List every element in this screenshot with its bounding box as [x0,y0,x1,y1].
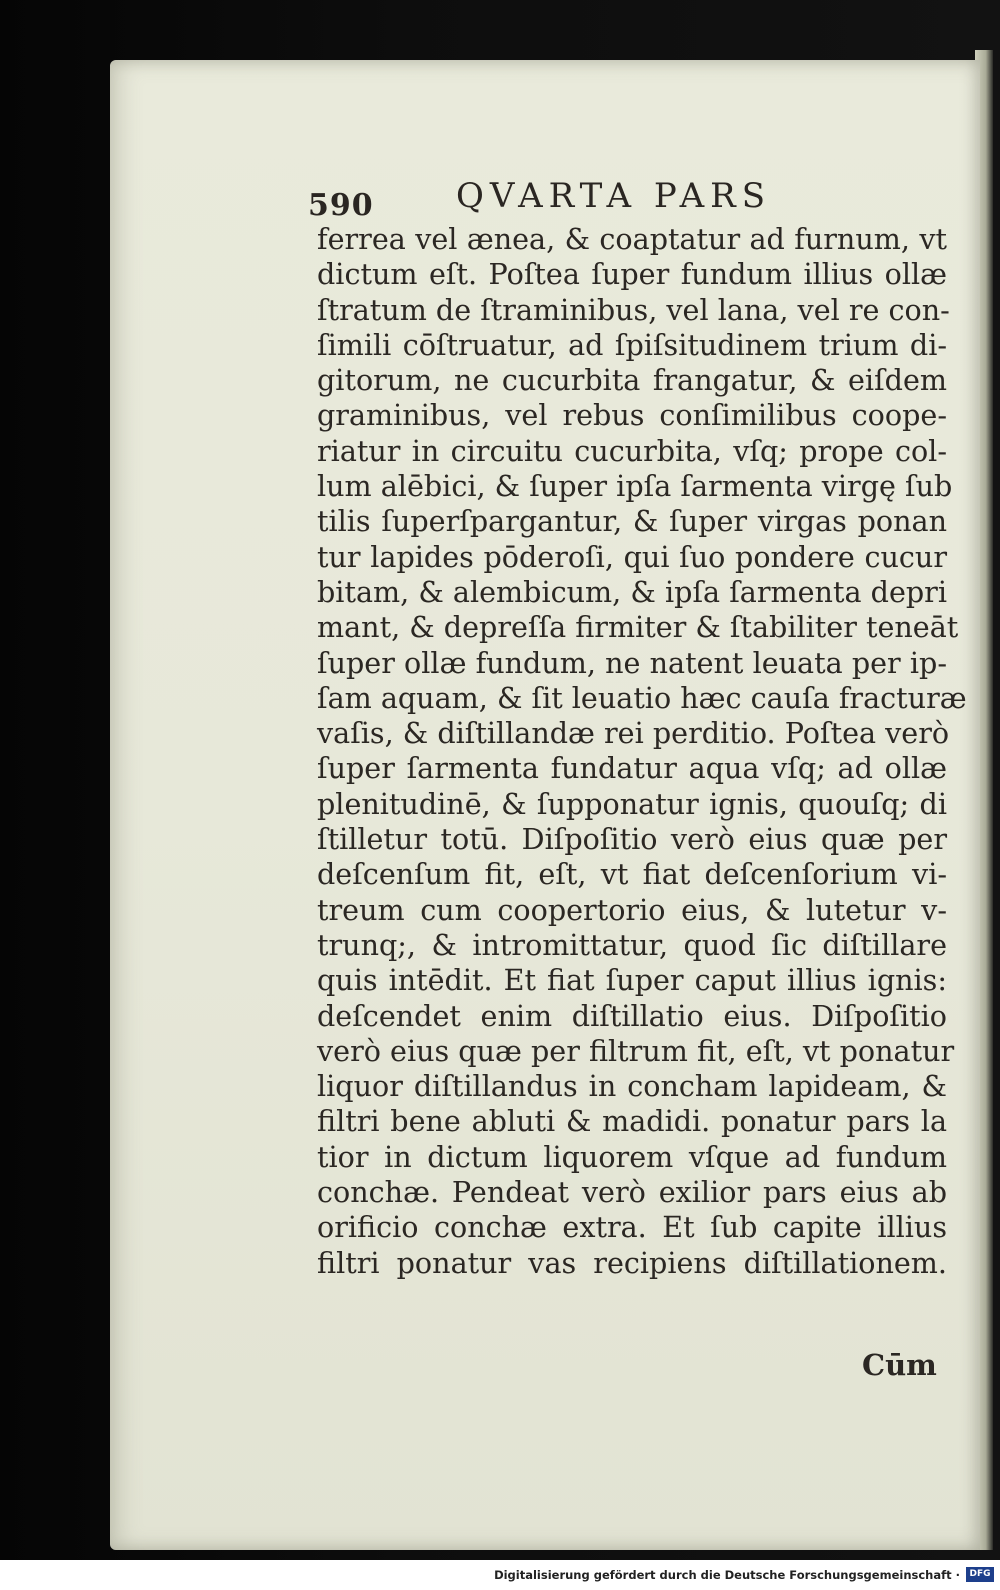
page-header [308,176,948,226]
text-line: plenitudinē, & ſupponatur ignis, quouſq; di [317,786,947,821]
running-head: QVARTA PARS [456,176,772,216]
text-line: ſtilletur totū. Diſpoſitio verò eius quæ per [317,822,947,857]
text-line: filtri ponatur vas recipiens diſtillationem. [317,1245,947,1280]
text-line: bitam, & alembicum, & ipſa ſarmenta depri [317,574,947,609]
text-line: ſtratum de ſtraminibus, vel lana, vel re con- [317,292,950,327]
text-line: mant, & depreſſa firmiter & ſtabiliter teneāt [317,610,959,645]
text-line: liquor diſtillandus in concham lapideam, & [317,1069,947,1104]
text-line: dictum eſt. Poſtea ſuper fundum illius ollæ [317,257,947,292]
text-line: graminibus, vel rebus conſimilibus coope- [317,398,947,433]
text-line: conchæ. Pendeat verò exilior pars eius ab [317,1175,947,1210]
text-line: gitorum, ne cucurbita frangatur, & eiſdem [317,363,947,398]
text-line: ſuper ſarmenta fundatur aqua vſq; ad ollæ [317,751,947,786]
footer-bar [0,1560,1000,1590]
text-line: lum alēbici, & ſuper ipſa ſarmenta virgę ſub [317,469,953,504]
catchword: Cūm [862,1348,937,1382]
text-line: trunq;, & intromittatur, quod ſic diſtillare [317,927,947,962]
text-line: quis intēdit. Et fiat ſuper caput illius ignis: [317,963,947,998]
text-line: orificio conchæ extra. Et ſub capite illius [317,1210,947,1245]
text-line: tior in dictum liquorem vſque ad fundum [317,1139,947,1174]
text-line: filtri bene abluti & madidi. ponatur pars la [317,1104,947,1139]
text-line: tilis ſuperſpargantur, & ſuper virgas ponan [317,504,947,539]
text-line: deſcenſum fit, eſt, vt fiat deſcenſorium vi- [317,857,947,892]
text-line: ſuper ollæ fundum, ne natent leuata per ip- [317,645,947,680]
text-line: ſam aquam, & ſit leuatio hæc cauſa fracturæ [317,680,967,715]
text-line: treum cum coopertorio eius, & lutetur v- [317,892,947,927]
text-line: riatur in circuitu cucurbita, vſq; prope col- [317,433,947,468]
page-number: 590 [308,188,374,223]
text-line: tur lapides pōderoſi, qui ſuo pondere cucur [317,539,947,574]
text-line: verò eius quæ per filtrum fit, eſt, vt ponatur [317,1033,955,1068]
digitization-credit: Digitalisierung gefördert durch die Deutsche Forschungsgemeinschaft · [494,1568,960,1582]
text-line: ferrea vel ænea, & coaptatur ad furnum, vt [317,222,947,256]
text-line: ſimili cōſtruatur, ad ſpiſsitudinem trium di- [317,327,947,362]
text-line: deſcendet enim diſtillatio eius. Diſpoſitio [317,998,947,1033]
body-text [317,222,967,1281]
dfg-logo: DFG [966,1567,994,1582]
text-line: vaſis, & diſtillandæ rei perditio. Poſtea verò [317,716,950,751]
